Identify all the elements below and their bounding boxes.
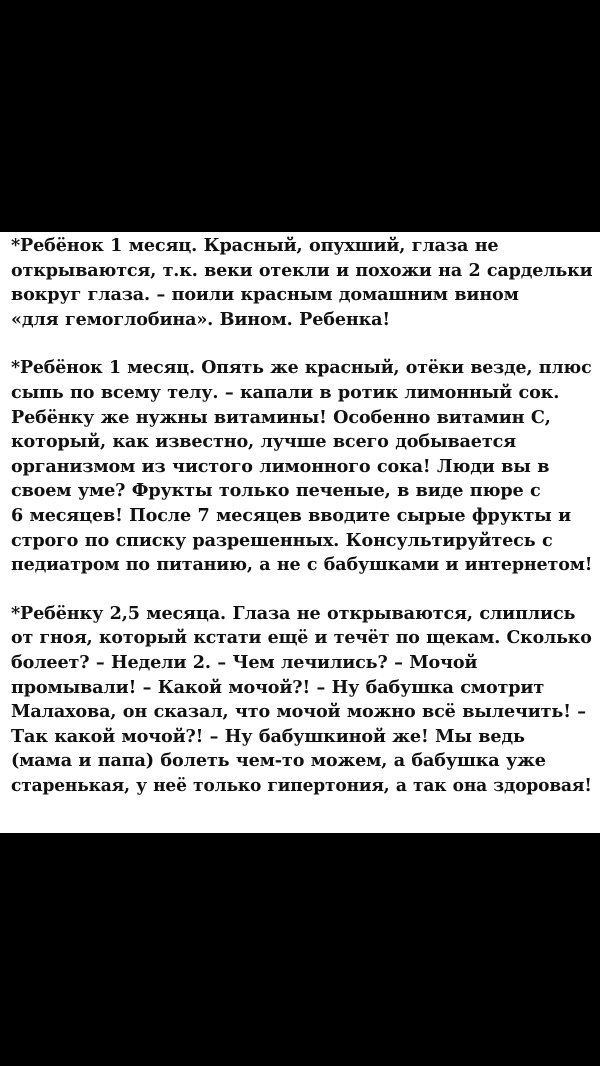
text-line: *Ребёнок 1 месяц. Красный, опухший, глаза не xyxy=(11,235,499,256)
text-line: *Ребёнок 1 месяц. Опять же красный, отёки везде, плюс xyxy=(11,357,592,379)
text-line: от гноя, который кстати ещё и течёт по щекам. Сколько xyxy=(11,627,592,649)
paragraph-3 xyxy=(11,602,592,799)
paragraph-2 xyxy=(11,356,592,577)
text-line: 6 месяцев! После 7 месяцев вводите сырые фрукты и xyxy=(11,504,571,526)
text-line: Ребёнку же нужны витамины! Особенно витамин С, xyxy=(11,406,551,428)
text-line: вокруг глаза. – поили красным домашним вином xyxy=(11,284,519,306)
text-line: организмом из чистого лимонного сока! Люди вы в xyxy=(11,455,550,477)
text-line: *Ребёнку 2,5 месяца. Глаза не открываются, слиплись xyxy=(11,602,576,624)
text-line: болеет? – Недели 2. – Чем лечились? – Мочой xyxy=(11,651,478,673)
top-black-area xyxy=(0,0,600,232)
text-post-image xyxy=(0,232,600,833)
text-line: педиатром по питанию, а не с бабушками и интернетом! xyxy=(11,554,593,576)
text-line: строго по списку разрешенных. Консультируйтесь с xyxy=(11,529,553,551)
bottom-black-area xyxy=(0,833,600,1066)
text-line: Малахова, он сказал, что мочой можно всё вылечить! – xyxy=(11,701,586,723)
text-line: сыпь по всему телу. – капали в ротик лимонный сок. xyxy=(11,381,560,403)
text-line: открываются, т.к. веки отекли и похожи на 2 сардельки xyxy=(11,259,593,281)
text-line: «для гемоглобина». Вином. Ребенка! xyxy=(11,308,390,330)
text-line: который, как известно, лучше всего добывается xyxy=(11,431,516,453)
text-line: промывали! – Какой мочой?! – Ну бабушка смотрит xyxy=(11,676,545,698)
text-line: старенькая, у неё только гипертония, а так она здоровая! xyxy=(11,774,592,796)
text-line: своем уме? Фрукты только печеные, в виде пюре с xyxy=(11,480,541,502)
text-line: Так какой мочой?! – Ну бабушкиной же! Мы ведь xyxy=(11,725,525,747)
paragraph-1 xyxy=(11,234,592,332)
text-line: (мама и папа) болеть чем-то можем, а бабушка уже xyxy=(11,750,546,772)
